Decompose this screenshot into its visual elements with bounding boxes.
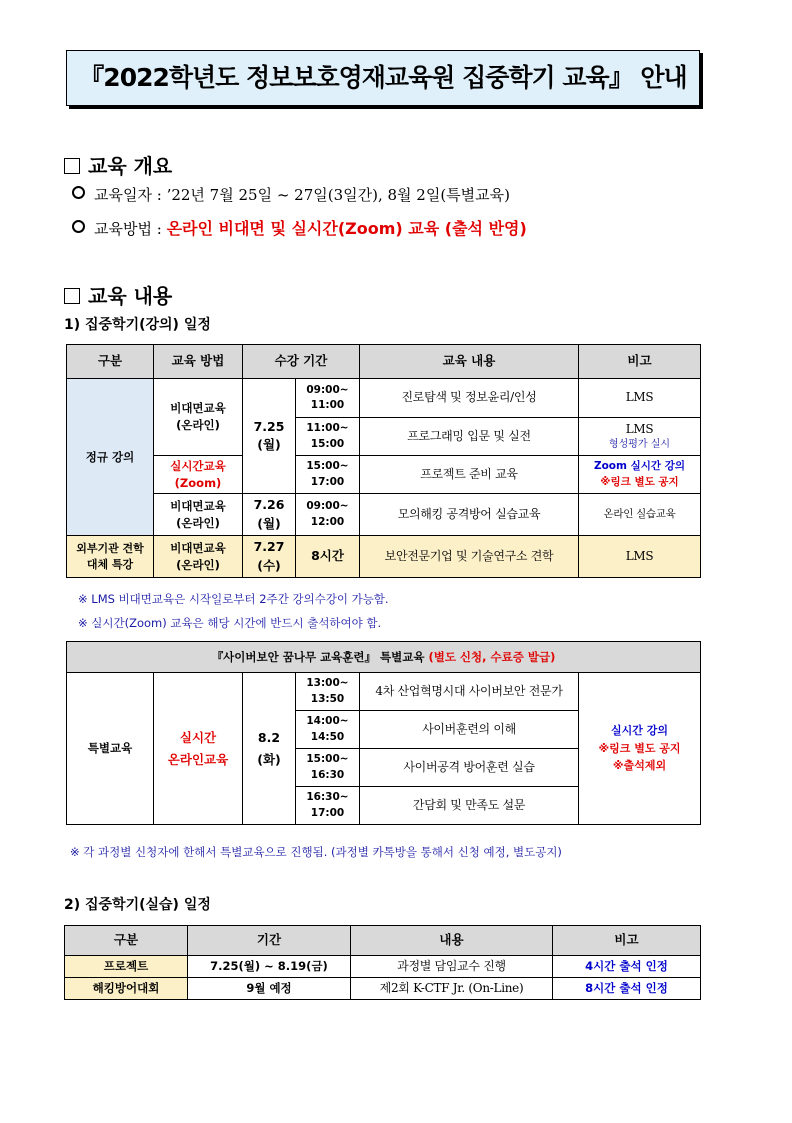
period-cell: 7.25(월) ~ 8.19(금) [188,956,351,978]
table-row [67,536,701,578]
content-cell: 과정별 담임교수 진행 [351,956,553,978]
date-cell: 8.2 (화) [243,673,296,825]
table-row [65,956,701,978]
method-cell: 비대면교육 (온라인) [154,379,243,456]
content-cell: 보안전문기업 및 기술연구소 견학 [360,536,579,578]
content-cell: 진로탐색 및 정보윤리/인성 [360,379,579,418]
time-cell: 11:00~ 15:00 [296,418,360,456]
time-cell: 09:00~ 12:00 [296,494,360,536]
practice-schedule-heading: 2) 집중학기(실습) 일정 [64,897,211,913]
table-header-row: 구분 기간 내용 비고 [65,926,701,956]
time-cell: 15:00~ 17:00 [296,456,360,494]
time-cell: 16:30~ 17:00 [296,787,360,825]
category-cell: 해킹방어대회 [65,978,188,1000]
note-zoom: ※ 실시간(Zoom) 교육은 해당 시간에 반드시 출석하여야 함. [78,616,382,630]
method-cell: 비대면교육 (온라인) [154,536,243,578]
table-header-row [67,642,701,673]
content-cell: 프로그래밍 입문 및 실전 [360,418,579,456]
content-heading: 교육 내용 [64,280,172,309]
category-cell: 외부기관 견학 대체 특강 [67,536,154,578]
circle-bullet-icon [72,186,85,199]
note-special: ※ 각 과정별 신청자에 한해서 특별교육으로 진행됨. (과정별 카톡방을 통해서 신청 예정, 별도공지) [70,845,562,859]
method-cell: 비대면교육 (온라인) [154,494,243,536]
method-cell: 실시간교육 (Zoom) [154,456,243,494]
table-row [67,379,701,418]
time-cell: 13:00~ 13:50 [296,673,360,711]
title-box [66,50,700,106]
content-cell: 프로젝트 준비 교육 [360,456,579,494]
content-cell: 제2회 K-CTF Jr. (On-Line) [351,978,553,1000]
note-cell: Zoom 실시간 강의 ※링크 별도 공지 [579,456,701,494]
content-cell: 4차 산업혁명시대 사이버보안 전문가 [360,673,579,711]
note-cell: 8시간 출석 인정 [553,978,701,1000]
time-cell: 09:00~ 11:00 [296,379,360,418]
special-header: 『사이버보안 꿈나무 교육훈련』 특별교육 (별도 신청, 수료증 발급) [67,642,701,673]
category-cell: 특별교육 [67,673,154,825]
duration-cell: 8시간 [296,536,360,578]
note-cell: 실시간 강의 ※링크 별도 공지 ※출석제외 [579,673,701,825]
overview-heading: 교육 개요 [64,150,172,179]
note-cell: 온라인 실습교육 [579,494,701,536]
time-cell: 15:00~ 16:30 [296,749,360,787]
table-row [67,456,701,494]
checkbox-icon [64,158,80,174]
category-cell: 프로젝트 [65,956,188,978]
content-cell: 사이버훈련의 이해 [360,711,579,749]
time-cell: 14:00~ 14:50 [296,711,360,749]
content-cell: 간담회 및 만족도 설문 [360,787,579,825]
date-cell: 7.25 (월) [243,379,296,494]
method-cell: 실시간 온라인교육 [154,673,243,825]
note-lms: ※ LMS 비대면교육은 시작일로부터 2주간 강의수강이 가능함. [78,592,389,606]
content-cell: 모의해킹 공격방어 실습교육 [360,494,579,536]
note-cell: 4시간 출석 인정 [553,956,701,978]
overview-date: 교육일자 : ’22년 7월 25일 ~ 27일(3일간), 8월 2일(특별교육) [72,184,510,205]
special-training-table [66,641,701,825]
checkbox-icon [64,288,80,304]
table-row [65,978,701,1000]
note-cell: LMS [579,536,701,578]
table-header-row: 구분 교육 방법 수강 기간 교육 내용 비고 [67,345,701,379]
category-cell: 정규 강의 [67,379,154,536]
note-cell: LMS 형성평가 실시 [579,418,701,456]
practice-schedule-table [64,925,701,1000]
date-cell: 7.26 (월) [243,494,296,536]
note-cell: LMS [579,379,701,418]
period-cell: 9월 예정 [188,978,351,1000]
date-cell: 7.27 (수) [243,536,296,578]
lecture-schedule-table [66,344,701,578]
table-row [67,494,701,536]
content-cell: 사이버공격 방어훈련 실습 [360,749,579,787]
circle-bullet-icon [72,220,85,233]
overview-method: 교육방법 : 온라인 비대면 및 실시간(Zoom) 교육 (출석 반영) [72,216,527,239]
page-title: 『2022학년도 정보보호영재교육원 집중학기 교육』 안내 [79,63,687,92]
table-row [67,673,701,711]
lecture-schedule-heading: 1) 집중학기(강의) 일정 [64,317,211,333]
